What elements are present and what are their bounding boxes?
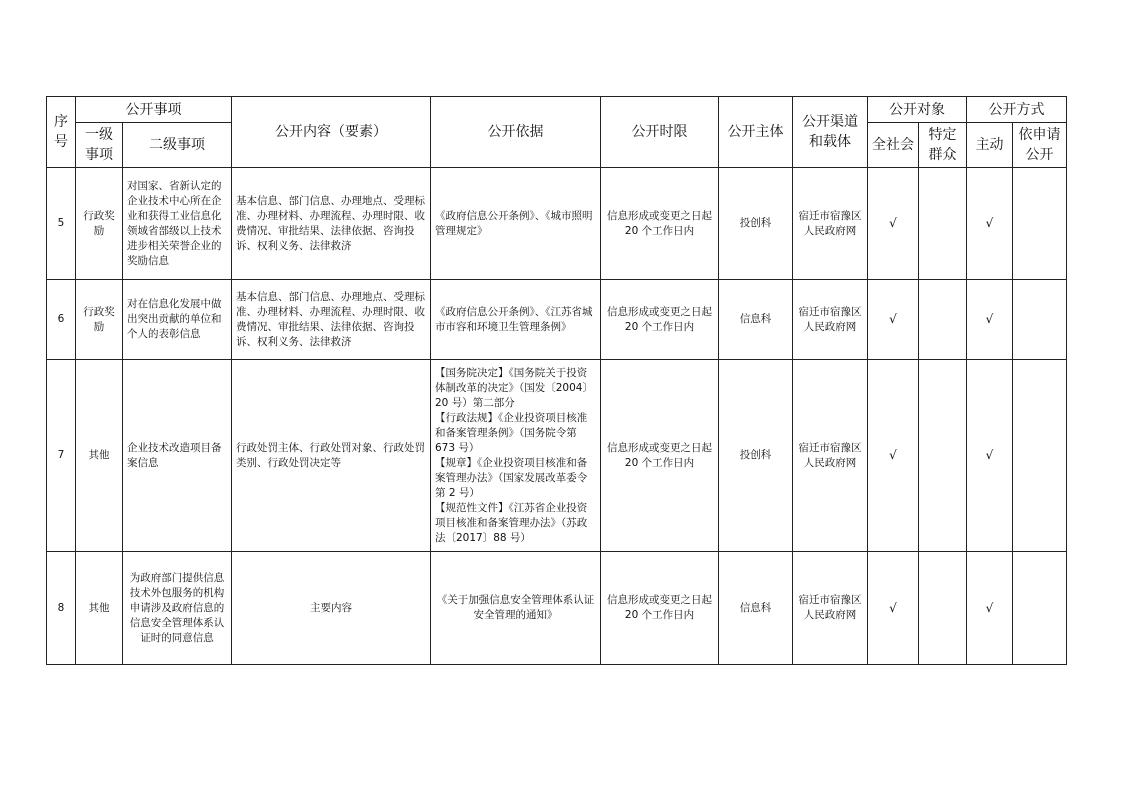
row-check-specific: [919, 280, 967, 360]
row-content: 基本信息、部门信息、办理地点、受理标准、办理材料、办理流程、办理时限、收费情况、审批结果、法律依据、咨询投诉、权利义务、法律救济: [232, 280, 431, 360]
row-basis: 《政府信息公开条例》、《江苏省城市市容和环境卫生管理条例》: [431, 280, 601, 360]
header-channel: 公开渠道和载体: [793, 97, 868, 168]
row-channel: 宿迁市宿豫区人民政府网: [793, 552, 868, 665]
row-subject: 投创科: [719, 168, 793, 280]
row-check-active: √: [967, 360, 1013, 552]
row-seq: 8: [47, 552, 76, 665]
header-method-active: 主动: [967, 123, 1013, 168]
header-time-limit: 公开时限: [601, 97, 719, 168]
header-seq: 序号: [47, 97, 76, 168]
row-time-limit: 信息形成或变更之日起 20 个工作日内: [601, 360, 719, 552]
header-method-request: 依申请公开: [1013, 123, 1067, 168]
row-check-request: [1013, 168, 1067, 280]
row-time-limit: 信息形成或变更之日起 20 个工作日内: [601, 280, 719, 360]
header-level2: 二级事项: [123, 123, 232, 168]
table-row: [47, 280, 1067, 360]
row-check-all: √: [868, 552, 919, 665]
row-check-active: √: [967, 168, 1013, 280]
basis-line: 【行政法规】《企业投资项目核准和备案管理条例》（国务院令第 673 号）: [435, 411, 588, 454]
table-row: [47, 168, 1067, 280]
row-level1: 行政奖励: [76, 168, 123, 280]
row-check-request: [1013, 552, 1067, 665]
row-subject: 信息科: [719, 280, 793, 360]
basis-line: 【规范性文件】《江苏省企业投资项目核准和备案管理办法》（苏政法〔2017〕88 号）: [435, 501, 588, 544]
disclosure-table: [46, 96, 1067, 665]
row-check-all: √: [868, 360, 919, 552]
header-basis: 公开依据: [431, 97, 601, 168]
row-check-all: √: [868, 280, 919, 360]
row-level1: 其他: [76, 552, 123, 665]
row-time-limit: 信息形成或变更之日起 20 个工作日内: [601, 168, 719, 280]
basis-line: 【规章】《企业投资项目核准和备案管理办法》（国家发展改革委令第 2 号）: [435, 456, 588, 499]
header-content: 公开内容（要素）: [232, 97, 431, 168]
row-check-active: √: [967, 552, 1013, 665]
header-subject: 公开主体: [719, 97, 793, 168]
row-level2: 企业技术改造项目备案信息: [123, 360, 232, 552]
row-basis: 《关于加强信息安全管理体系认证安全管理的通知》: [431, 552, 601, 665]
row-level2: 对国家、省新认定的企业技术中心所在企业和获得工业信息化领域省部级以上技术进步相关荣誉企业的奖励信息: [123, 168, 232, 280]
row-channel: 宿迁市宿豫区人民政府网: [793, 168, 868, 280]
row-time-limit: 信息形成或变更之日起 20 个工作日内: [601, 552, 719, 665]
row-check-all: √: [868, 168, 919, 280]
row-check-request: [1013, 280, 1067, 360]
row-check-specific: [919, 552, 967, 665]
row-level1: 其他: [76, 360, 123, 552]
header-method: 公开方式: [967, 97, 1067, 123]
basis-line: 【国务院决定】《国务院关于投资体制改革的决定》（国发〔2004〕20 号）第二部分: [435, 366, 593, 409]
row-channel: 宿迁市宿豫区人民政府网: [793, 280, 868, 360]
row-content: 基本信息、部门信息、办理地点、受理标准、办理材料、办理流程、办理时限、收费情况、审批结果、法律依据、咨询投诉、权利义务、法律救济: [232, 168, 431, 280]
row-basis: 《政府信息公开条例》、《城市照明管理规定》: [431, 168, 601, 280]
table-row: [47, 552, 1067, 665]
row-subject: 信息科: [719, 552, 793, 665]
row-level2: 对在信息化发展中做出突出贡献的单位和个人的表彰信息: [123, 280, 232, 360]
row-basis: [431, 360, 601, 552]
table-row: [47, 360, 1067, 552]
row-check-specific: [919, 168, 967, 280]
row-check-active: √: [967, 280, 1013, 360]
row-content: 行政处罚主体、行政处罚对象、行政处罚类别、行政处罚决定等: [232, 360, 431, 552]
row-check-specific: [919, 360, 967, 552]
row-seq: 5: [47, 168, 76, 280]
row-channel: 宿迁市宿豫区人民政府网: [793, 360, 868, 552]
row-subject: 投创科: [719, 360, 793, 552]
row-seq: 6: [47, 280, 76, 360]
header-target-all: 全社会: [868, 123, 919, 168]
row-level2: 为政府部门提供信息技术外包服务的机构申请涉及政府信息的信息安全管理体系认证时的同意信息: [123, 552, 232, 665]
header-public-item: 公开事项: [76, 97, 232, 123]
row-check-request: [1013, 360, 1067, 552]
header-target: 公开对象: [868, 97, 967, 123]
row-seq: 7: [47, 360, 76, 552]
header-level1: 一级事项: [76, 123, 123, 168]
row-level1: 行政奖励: [76, 280, 123, 360]
header-target-specific: 特定群众: [919, 123, 967, 168]
row-content: 主要内容: [232, 552, 431, 665]
